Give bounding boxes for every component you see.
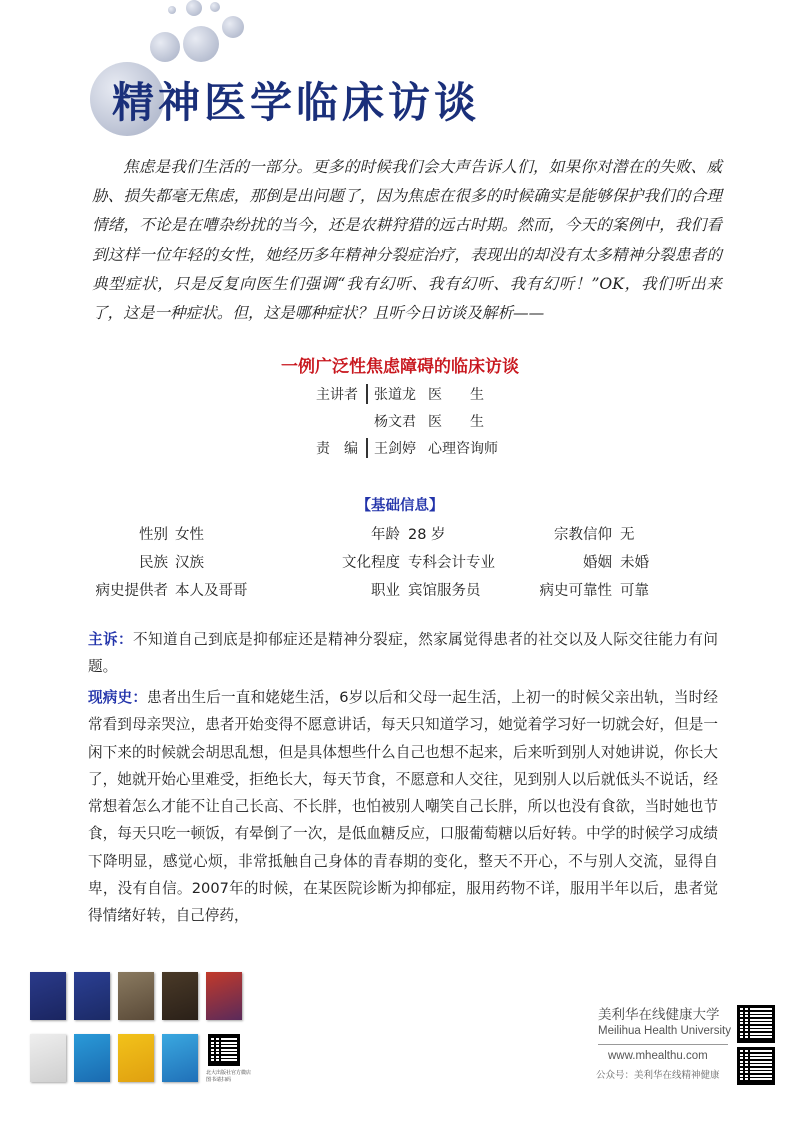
present-history: [88, 684, 718, 930]
wechat-account: 公众号：美利华在线精神健康: [596, 1070, 720, 1081]
info-label: 文化程度: [342, 555, 400, 571]
history-text: 患者出生后一直和姥姥生活，6岁以后和父母一起生活，上初一的时候父亲出轨，当时经常看到母亲哭泣，患者开始变得不愿意讲话，每天只知道学习，她觉着学习好一切就会好，但是一闲下来的时候就会胡思乱想，但是具体想些什么自己也想不起来，后来听到别人对她讲说，你长大了，她就开始心里难受，拒绝长大，每天节食，不愿意和人交往，见到别人以后就低头不说话，经常想着怎么才能不让自己长高、不长胖，也怕被别人嘲笑自己长胖，所以也没有食欲，当时她也节食，每天只吃一顿饭，有晕倒了一次，是低血糖反应，口服葡萄糖以后好转。中学的时候学习成绩下降明显，感觉心烦，非常抵触自己身体的青春期的变化，整天不开心，不与别人交流，显得自卑，没有自信。2007年的时候，在某医院诊断为抑郁症，服用药物不详，服用半年以后，患者觉得情绪好转，自己停药，: [88, 689, 718, 925]
book-cover: [118, 1034, 154, 1082]
credit-role: 心理咨询师: [428, 441, 498, 457]
brand-divider: [598, 1044, 728, 1045]
complaint-text: 不知道自己到底是抑郁症还是精神分裂症，然家属觉得患者的社交以及人际交往能力有问题。: [88, 631, 718, 676]
book-cover: [74, 1034, 110, 1082]
credit-name: 张道龙: [374, 387, 416, 403]
book-cover: [30, 1034, 66, 1082]
book-cover: [30, 972, 66, 1020]
book-cover: [118, 972, 154, 1020]
info-value: 女性: [175, 527, 204, 543]
book-cover: [162, 1034, 198, 1082]
info-value: 本人及哥哥: [175, 583, 248, 599]
credit-divider: [366, 438, 368, 458]
intro-text: 焦虑是我们生活的一部分。更多的时候我们会大声告诉人们，如果你对潜在的失败、威胁、损失都毫无焦虑，那倒是出问题了，因为焦虑在很多的时候确实是能够保护我们的合理情绪，不论是在嘈杂纷扰的当今，还是农耕狩猎的远古时期。然而，今天的案例中，我们看到这样一位年轻的女性，她经历多年精神分裂症治疗，表现出的却没有太多精神分裂患者的典型症状，只是反复向医生们强调“我有幻听、我有幻听、我有幻听！”OK，我们听出来了，这是一种症状。但，这是哪种症状？且听今日访谈及解析——: [92, 158, 722, 323]
chief-complaint: [88, 626, 718, 681]
info-label: 民族: [139, 555, 168, 571]
website-link[interactable]: www.mhealthu.com: [608, 1050, 708, 1062]
credit-name: 王剑婷: [374, 441, 416, 457]
brand-name-cn: 美利华在线健康大学: [598, 1007, 720, 1022]
info-value: 宾馆服务员: [408, 583, 481, 599]
book-cover: [74, 972, 110, 1020]
info-value: 无: [620, 527, 635, 543]
info-value: 未婚: [620, 555, 649, 571]
wechat-qr-code[interactable]: [737, 1047, 775, 1085]
intro-paragraph: [92, 153, 722, 328]
credit-divider: [366, 384, 368, 404]
info-label: 职业: [371, 583, 400, 599]
info-label: 病史提供者: [95, 583, 168, 599]
credit-label: 责 编: [316, 441, 358, 457]
credit-label: 主讲者: [316, 387, 358, 403]
article-subtitle: 一例广泛性焦虑障碍的临床访谈: [281, 357, 519, 377]
brand-name-en: Meilihua Health University: [598, 1025, 731, 1037]
history-label: 现病史：: [88, 689, 148, 706]
brand-qr-code[interactable]: [737, 1005, 775, 1043]
page-title: 精神医学临床访谈: [112, 78, 481, 127]
credit-role: 医 生: [428, 414, 484, 430]
info-label: 病史可靠性: [539, 583, 612, 599]
basic-info-heading: 【基础信息】: [356, 498, 444, 514]
info-value: 28 岁: [408, 527, 446, 543]
book-cover: [162, 972, 198, 1020]
store-qr-code[interactable]: [208, 1034, 240, 1066]
info-value: 汉族: [175, 555, 204, 571]
store-qr-caption: 北大出版社官方微店 图书请扫码: [206, 1070, 252, 1083]
book-cover: [206, 972, 242, 1020]
info-label: 宗教信仰: [554, 527, 612, 543]
credit-name: 杨文君: [374, 414, 416, 430]
info-label: 性别: [139, 527, 168, 543]
info-value: 可靠: [620, 583, 649, 599]
info-label: 年龄: [371, 527, 400, 543]
complaint-label: 主诉：: [88, 631, 134, 648]
info-label: 婚姻: [583, 555, 612, 571]
info-value: 专科会计专业: [408, 555, 495, 571]
book-covers: [30, 972, 260, 1092]
credit-role: 医 生: [428, 387, 484, 403]
